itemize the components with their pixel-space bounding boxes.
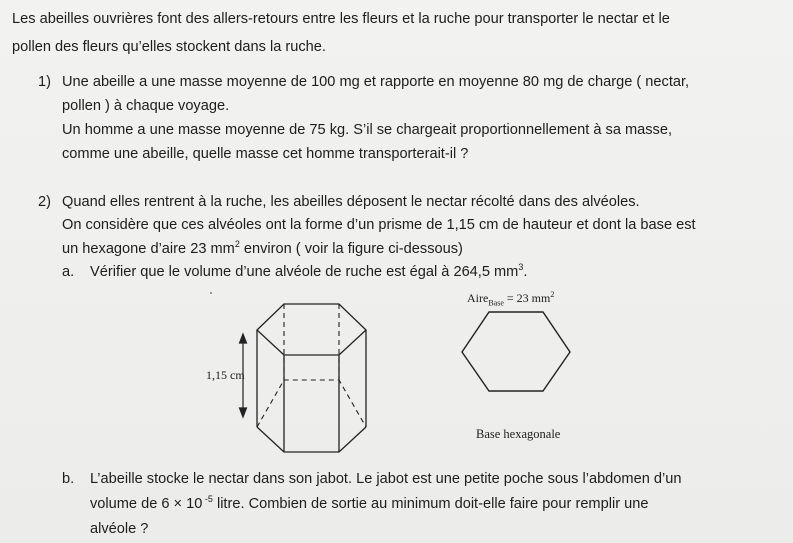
q2b-line-3: alvéole ? [90,521,149,537]
q2-line-3-exponent: 2 [234,239,240,249]
base-area-label [467,290,554,307]
q1-line-2: pollen ) à chaque voyage. [62,98,230,114]
q2a-text-main: Vérifier que le volume d’une alvéole de ruche est égal à 264,5 mm [90,264,519,280]
intro-line-1: Les abeilles ouvrières font des allers-retours entre les fleurs et la ruche pour transporter le nectar et le [12,11,670,27]
base-area-subscript: Base [488,298,504,308]
q1-number: 1) [38,74,51,90]
q1-line-3: Un homme a une masse moyenne de 75 kg. S’il se chargeait proportionnellement à sa masse, [62,122,673,138]
q2b-line-1: L’abeille stocke le nectar dans son jabot. Le jabot est une petite poche sous l’abdomen d’un [90,471,682,487]
q1-line-4: comme une abeille, quelle masse cet homme transporterait-il ? [62,146,469,162]
base-area-value: = 23 mm [503,291,551,305]
q2b-line-2-text: volume de 6 × 10 [90,496,203,512]
q2-number: 2) [38,194,51,210]
base-area-exponent: 2 [550,290,555,299]
q2b-line-2 [90,495,648,514]
base-area-word: Aire [467,291,489,305]
q2-line-3-text: un hexagone d’aire 23 mm [62,241,235,257]
q2a-label: a. [62,264,75,280]
q2a-end: . [523,264,528,280]
height-label: 1,15 cm [206,368,245,382]
base-caption: Base hexagonale [476,427,561,441]
q2-line-3-end: environ ( voir la figure ci-dessous) [239,241,463,257]
intro-line-2: pollen des fleurs qu’elles stockent dans la ruche. [12,39,326,55]
q2-line-1: Quand elles rentrent à la ruche, les abeilles déposent le nectar récolté dans des alvéoles. [62,194,640,210]
q2a-exponent: 3 [518,262,524,272]
q2-line-2: On considère que ces alvéoles ont la forme d’un prisme de 1,15 cm de hauteur et dont la base est [62,217,696,233]
q1-line-1: Une abeille a une masse moyenne de 100 mg et rapporte en moyenne 80 mg de charge ( nectar, [62,74,690,90]
q2b-line-2-end: litre. Combien de sortie au minimum doit-elle faire pour remplir une [212,496,649,512]
q2b-label: b. [62,471,75,487]
q2b-exponent: -5 [202,494,213,504]
